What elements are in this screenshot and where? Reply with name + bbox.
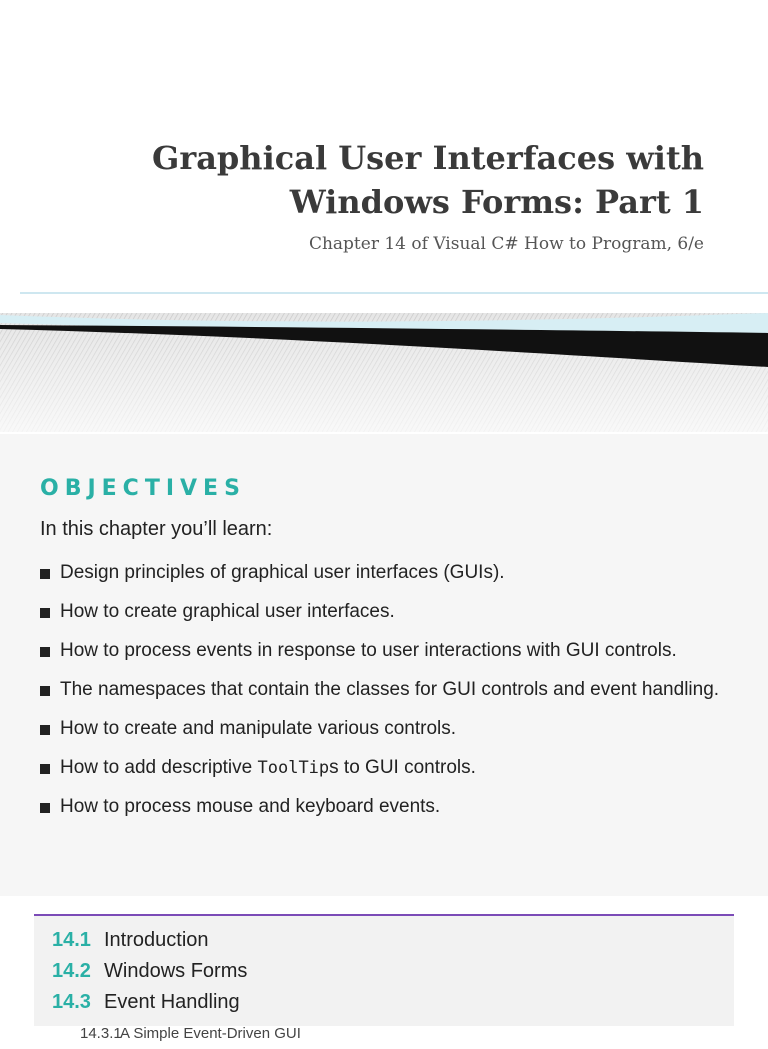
list-item: [40, 601, 750, 640]
square-bullet-icon: [40, 764, 50, 774]
outline-slide: [34, 914, 734, 1042]
list-item-text: How to create and manipulate various controls.: [60, 718, 457, 739]
square-bullet-icon: [40, 608, 50, 618]
outline-label: Windows Forms: [104, 960, 248, 982]
decorative-swoosh: [0, 285, 768, 432]
outline-item: [52, 956, 301, 987]
slide-subtitle: Chapter 14 of Visual C# How to Program, 6/e: [308, 234, 704, 254]
objectives-intro: In this chapter you’ll learn:: [40, 518, 273, 540]
list-item: [40, 718, 750, 757]
tooltip-text-before: How to add descriptive: [60, 757, 258, 778]
tooltip-text-after: s to GUI controls.: [329, 757, 476, 778]
outline-number: 14.2: [52, 960, 91, 982]
title-line-1: Graphical User Interfaces with: [152, 139, 704, 177]
objectives-list: [40, 562, 750, 835]
title-line-2: Windows Forms: Part 1: [289, 183, 704, 221]
square-bullet-icon: [40, 569, 50, 579]
outline-subitem: [52, 1018, 301, 1049]
list-item: [40, 679, 750, 718]
slide-title: [64, 136, 704, 224]
outline-sub-number: 14.3.1: [80, 1025, 122, 1042]
title-slide: [0, 0, 768, 432]
objectives-slide: [0, 434, 768, 896]
tooltip-code: ToolTip: [257, 758, 330, 778]
list-item: [40, 562, 750, 601]
outline-sub-label: A Simple Event-Driven GUI: [120, 1025, 301, 1042]
objectives-heading: OBJECTIVES: [40, 476, 246, 501]
list-item-text: [60, 757, 476, 779]
list-item-text: How to create graphical user interfaces.: [60, 601, 395, 622]
outline-list: [52, 925, 301, 1049]
list-item-text: The namespaces that contain the classes for GUI controls and event handling.: [60, 679, 720, 700]
outline-number: 14.3: [52, 991, 91, 1013]
list-item: [40, 757, 750, 796]
outline-label: Event Handling: [104, 991, 240, 1013]
outline-number: 14.1: [52, 929, 91, 951]
list-item-text: How to process mouse and keyboard events.: [60, 796, 441, 817]
list-item-text: Design principles of graphical user interfaces (GUIs).: [60, 562, 505, 583]
square-bullet-icon: [40, 686, 50, 696]
square-bullet-icon: [40, 725, 50, 735]
list-item: [40, 796, 750, 835]
square-bullet-icon: [40, 647, 50, 657]
outline-label: Introduction: [104, 929, 209, 951]
list-item: [40, 640, 750, 679]
outline-item: [52, 925, 301, 956]
outline-item: [52, 987, 301, 1018]
square-bullet-icon: [40, 803, 50, 813]
list-item-text: How to process events in response to user interactions with GUI controls.: [60, 640, 677, 661]
